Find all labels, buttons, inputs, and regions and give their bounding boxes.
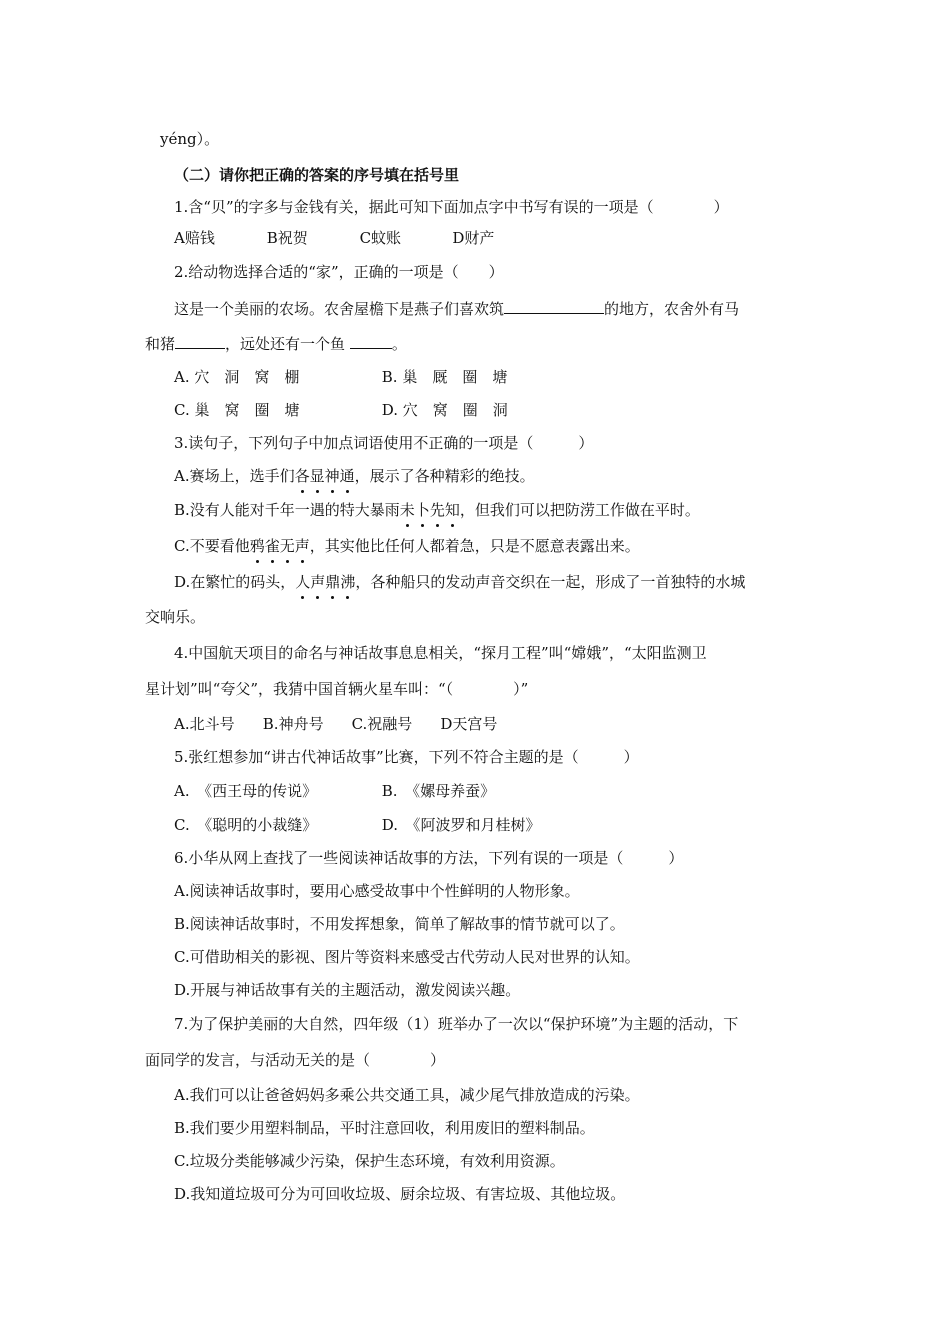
q2-passage-c: 和猪 [145,335,176,353]
q4-option-a: A.北斗号 [174,715,235,733]
question-2-stem: 2.给动物选择合适的“家”，正确的一项是（ ） [174,263,504,281]
question-4-options [174,713,497,735]
question-4-stem-line-2: 星计划”叫“夸父”，我猜中国首辆火星车叫：“（ ）” [145,680,529,698]
question-2-options-row-2 [174,399,508,421]
q2-passage-d: ，远处还有一个鱼 [225,335,346,353]
dotted-char: 鸦 [249,537,265,555]
q7-option-d: D.我知道垃圾可分为可回收垃圾、厨余垃圾、有害垃圾、其他垃圾。 [174,1185,626,1203]
q4-option-d: D天宫号 [440,715,498,733]
q3-option-d [174,571,745,593]
pinyin-tail: yéng）。 [160,130,220,148]
q5-option-a: A. 《西王母的传说》 [174,782,318,800]
dotted-char: 各 [294,467,310,485]
q3-d-text: D.在繁忙的码头， [174,573,296,591]
answer-blank-2 [175,332,225,349]
q3-c-text: C.不要看他 [174,537,250,555]
q4-option-c: C.祝融号 [351,715,413,733]
q3-option-c [174,535,640,557]
dotted-char: 雀 [264,537,280,555]
q1-option-a: A赔钱 [174,229,215,247]
q7-option-b: B.我们要少用塑料制品，平时注意回收，利用废旧的塑料制品。 [174,1119,595,1137]
answer-blank-1 [504,297,604,314]
q5-option-b: B. 《嫘母养蚕》 [381,782,496,800]
dotted-char: 鼎 [325,573,341,591]
dotted-char: 显 [309,467,325,485]
q4-option-b: B.神舟号 [262,715,324,733]
q2-passage-e: 。 [391,335,407,353]
dotted-char: 知 [444,501,460,519]
q3-a-text-end: ，展示了各种精彩的绝技。 [354,467,535,485]
dotted-char: 声 [310,573,326,591]
dotted-char: 沸 [340,573,356,591]
dotted-char: 神 [324,467,340,485]
question-1-options [174,227,494,249]
q2-option-a: A. 穴 洞 窝 棚 [174,368,300,386]
q1-option-b: B祝贺 [266,229,308,247]
question-5-options-row-1 [174,780,495,802]
question-5-options-row-2 [174,814,541,836]
q2-option-d: D. 穴 窝 圈 洞 [381,401,508,419]
q3-option-a [174,465,535,487]
q5-option-d: D. 《阿波罗和月桂树》 [381,816,541,834]
q2-passage-a: 这是一个美丽的农场。农舍屋檐下是燕子们喜欢筑 [174,300,505,318]
dotted-char: 声 [294,537,310,555]
section-title: （二）请你把正确的答案的序号填在括号里 [174,166,460,184]
q3-d-text-end: ，各种船只的发动声音交织在一起，形成了一首独特的水城 [355,573,746,591]
question-5-stem: 5.张红想参加“讲古代神话故事”比赛，下列不符合主题的是（ ） [174,748,639,766]
question-7-stem-line-1: 7.为了保护美丽的大自然，四年级（1）班举办了一次以“保护环境”为主题的活动，下 [174,1015,739,1033]
q1-option-c: C蚊账 [359,229,402,247]
dotted-char: 未 [399,501,415,519]
q2-passage-b: 的地方，农舍外有马 [604,300,740,318]
q1-option-d: D财产 [452,229,495,247]
dotted-char: 先 [429,501,445,519]
question-2-options-row-1 [174,366,507,388]
q6-option-b: B.阅读神话故事时，不用发挥想象，简单了解故事的情节就可以了。 [174,915,625,933]
q3-b-text-end: ，但我们可以把防涝工作做在平时。 [459,501,700,519]
question-2-passage-line-2 [145,332,407,355]
dotted-char: 通 [339,467,355,485]
q2-option-c: C. 巢 窝 圈 塘 [174,401,300,419]
question-6-stem: 6.小华从网上查找了一些阅读神话故事的方法，下列有误的一项是（ ） [174,849,684,867]
answer-blank-3 [350,332,392,349]
question-7-stem-line-2: 面同学的发言，与活动无关的是（ ） [145,1051,446,1069]
q6-option-c: C.可借助相关的影视、图片等资料来感受古代劳动人民对世界的认知。 [174,948,640,966]
question-4-stem-line-1: 4.中国航天项目的命名与神话故事息息相关，“探月工程”叫“嫦娥”，“太阳监测卫 [174,644,707,662]
question-3-stem: 3.读句子，下列句子中加点词语使用不正确的一项是（ ） [174,434,594,452]
q6-option-d: D.开展与神话故事有关的主题活动，激发阅读兴趣。 [174,981,521,999]
q3-option-b [174,499,700,521]
dotted-char: 人 [295,573,311,591]
question-2-passage-line-1 [174,297,739,320]
q3-a-text: A.赛场上，选手们 [174,467,295,485]
dotted-char: 卜 [414,501,430,519]
q3-c-text-end: ，其实他比任何人都着急，只是不愿意表露出来。 [309,537,640,555]
question-1-stem: 1.含“贝”的字多与金钱有关，据此可知下面加点字中书写有误的一项是（ ） [174,198,729,216]
q3-b-text: B.没有人能对千年一遇的特大暴雨 [174,501,400,519]
q7-option-a: A.我们可以让爸爸妈妈多乘公共交通工具，减少尾气排放造成的污染。 [174,1086,640,1104]
dotted-char: 无 [279,537,295,555]
q2-option-b: B. 巢 厩 圈 塘 [381,368,508,386]
q6-option-a: A.阅读神话故事时，要用心感受故事中个性鲜明的人物形象。 [174,882,580,900]
q5-option-c: C. 《聪明的小裁缝》 [174,816,318,834]
q7-option-c: C.垃圾分类能够减少污染，保护生态环境，有效利用资源。 [174,1152,565,1170]
q3-option-d-continued: 交响乐。 [145,608,206,626]
